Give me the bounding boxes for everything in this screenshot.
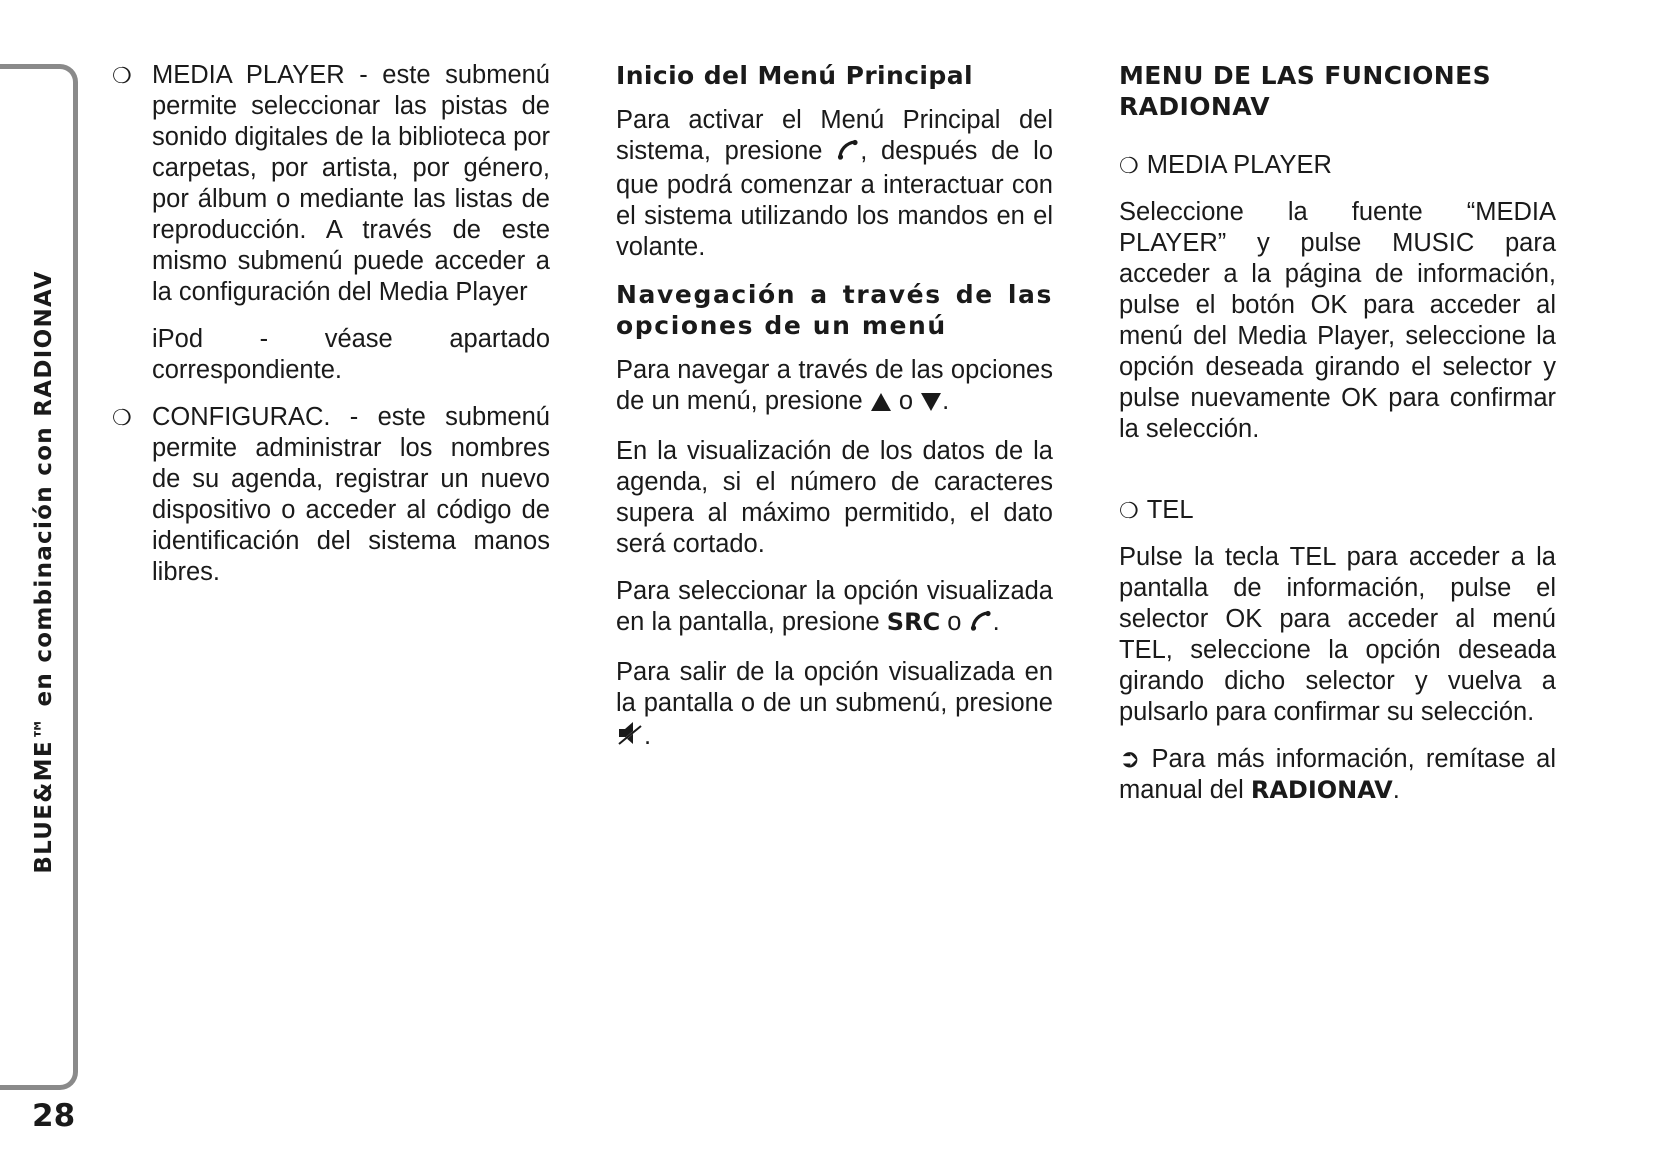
heading-inicio: Inicio del Menú Principal — [616, 61, 973, 90]
side-title: BLUE&ME™ en combinación con RADIONAV — [31, 270, 57, 874]
arrow-icon: ➲ — [1119, 745, 1141, 773]
paragraph-seleccionar: Para seleccionar la opción visualizada en la pantalla, presione SRC o . — [616, 576, 1053, 641]
heading-navegacion: Navegación a través de las opciones de un menú — [616, 280, 1053, 340]
column-3 — [1119, 60, 1556, 822]
list-item-configurac — [112, 402, 550, 588]
column-1 — [112, 60, 550, 604]
ipod-text: iPod - véase apartado correspondiente. — [152, 325, 550, 384]
paragraph-navegar: Para navegar a través de las opciones de un menú, presione o . — [616, 355, 1053, 420]
paragraph-inicio: Para activar el Menú Principal del sistema, presione , después de lo que podrá comenzar a interactuar con el sistema utilizando los mandos en el volante. — [616, 106, 1054, 261]
paragraph-note: ➲ Para más información, remítase al manual del RADIONAV. — [1119, 745, 1556, 804]
tel-label: ❍ TEL — [1119, 496, 1194, 524]
media-player-text: MEDIA PLAYER - este submenú permite seleccionar las pistas de sonido digitales de la biblioteca por carpetas, por artista, por género, por álbum o mediante las listas de reproducción. A través de este mismo submenú puede acceder a la configuración del Media Player — [152, 61, 550, 306]
paragraph-salir: Para salir de la opción visualizada en la pantalla o de un submenú, presione . — [616, 657, 1053, 755]
phone-icon — [969, 609, 993, 641]
heading-menu-funciones: MENU DE LAS FUNCIONES RADIONAV — [1119, 61, 1492, 121]
configurac-text: CONFIGURAC. - este submenú permite administrar los nombres de su agenda, registrar un nuevo dispositivo o acceder al código de identificación del sistema manos libres. — [152, 403, 550, 586]
column-2 — [616, 60, 1053, 771]
list-item-media-player — [112, 60, 550, 308]
down-arrow-icon — [920, 389, 942, 420]
paragraph-tel: Pulse la tecla TEL para acceder a la pantalla de información, pulse el selector OK para acceder al menú TEL, seleccione la opción deseada girando dicho selector y vuelva a pulsarlo para confirmar su selección. — [1119, 543, 1556, 726]
media-player-label: ❍ MEDIA PLAYER — [1119, 151, 1332, 179]
src-key-label: SRC — [886, 608, 941, 636]
mute-icon — [616, 719, 644, 755]
paragraph-media-player: Seleccione la fuente “MEDIA PLAYER” y pulse MUSIC para acceder a la página de información, pulse el botón OK para acceder al menú del Media Player, seleccione la opción deseada girando el selector y pulse nuevamente OK para confirmar la selección. — [1119, 198, 1556, 443]
bullet-icon: ❍ — [1119, 498, 1139, 523]
spacer — [1119, 461, 1556, 495]
paragraph-agenda: En la visualización de los datos de la agenda, si el número de caracteres supera al máximo permitido, el dato será cortado. — [616, 437, 1053, 558]
phone-icon — [836, 138, 860, 170]
page-number: 28 — [32, 1098, 76, 1134]
radionav-label: RADIONAV — [1250, 776, 1393, 804]
up-arrow-icon — [870, 389, 892, 420]
bullet-icon: ❍ — [112, 405, 132, 430]
bullet-icon: ❍ — [112, 63, 132, 88]
bullet-icon: ❍ — [1119, 153, 1139, 178]
